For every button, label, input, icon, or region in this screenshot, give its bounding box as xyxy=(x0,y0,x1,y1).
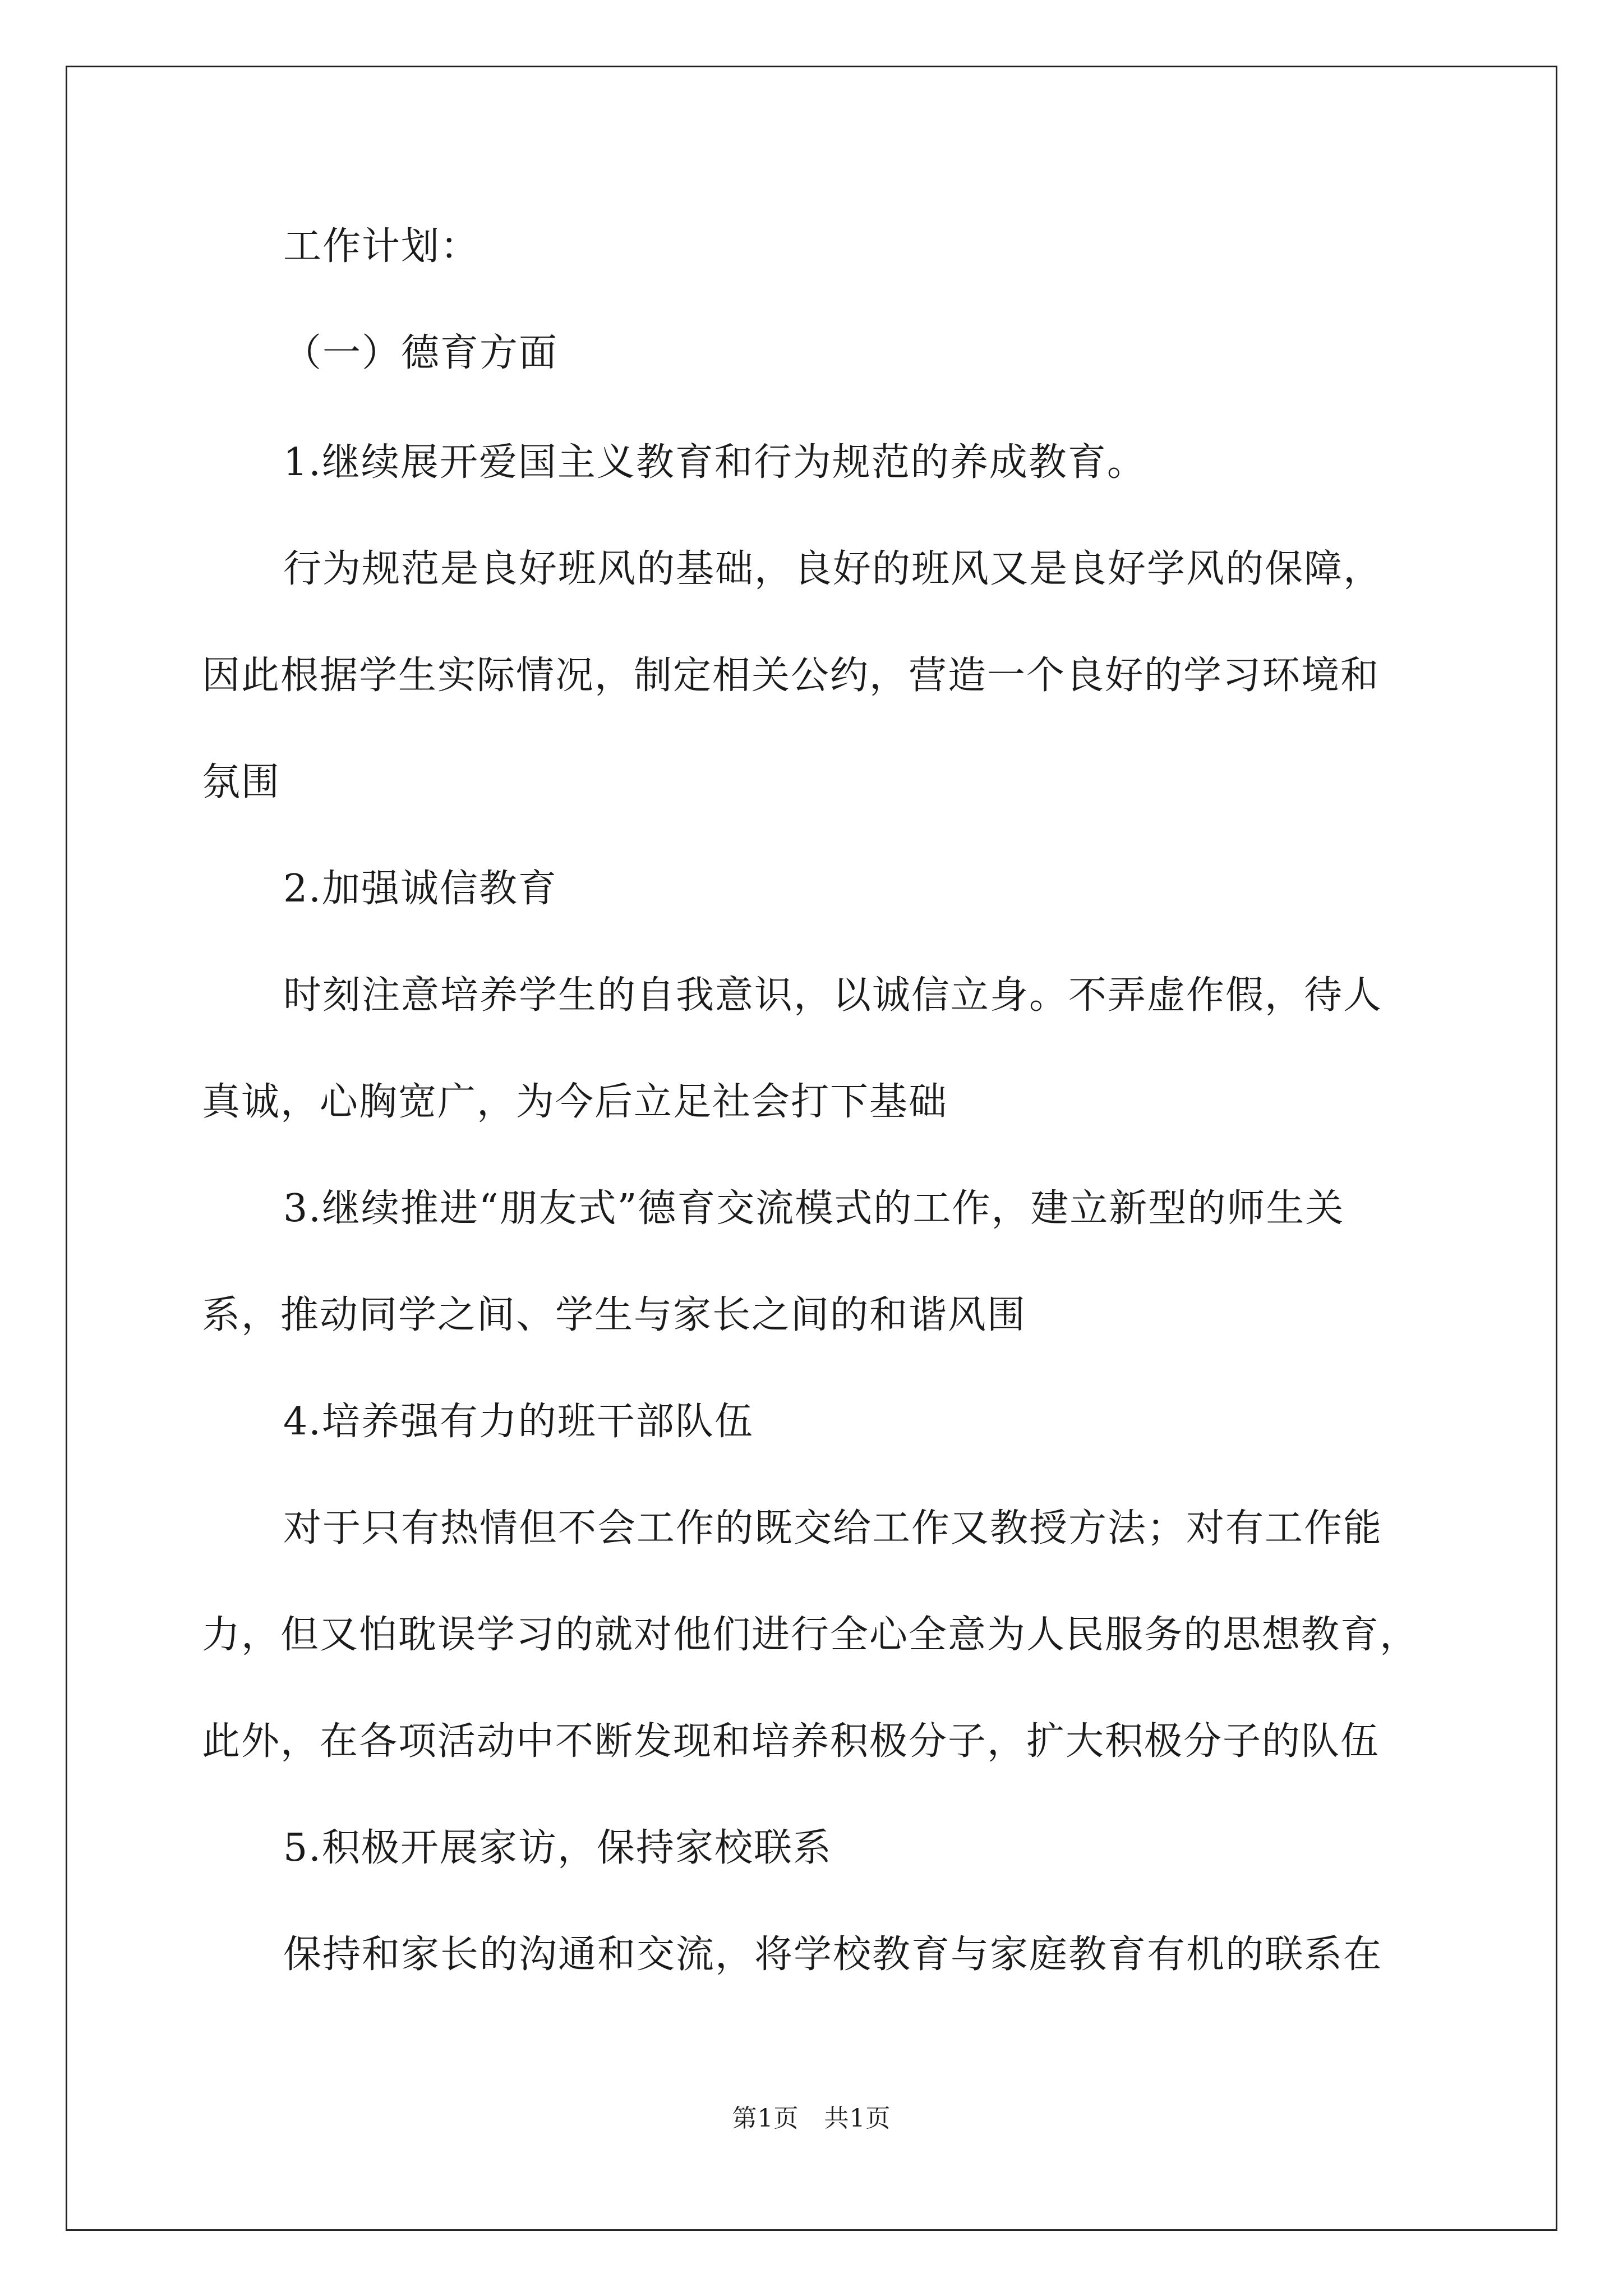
paragraph-line: 行为规范是良好班风的基础，良好的班风又是良好学风的保障， xyxy=(283,547,1383,591)
page-border xyxy=(66,66,1557,2231)
paragraph-line: 对于只有热情但不会工作的既交给工作又教授方法；对有工作能 xyxy=(283,1506,1383,1550)
section-title: 工作计划： xyxy=(283,224,480,269)
page-footer: 第1页 共1页 xyxy=(732,2104,891,2133)
item-heading: 4.培养强有力的班干部队伍 xyxy=(283,1400,754,1444)
paragraph-line: 保持和家长的沟通和交流，将学校教育与家庭教育有机的联系在 xyxy=(283,1932,1383,1977)
item-heading: 5.积极开展家访，保持家校联系 xyxy=(283,1826,832,1870)
item-heading: 1.继续展开爱国主义教育和行为规范的养成教育。 xyxy=(283,440,1146,485)
paragraph-line: 力，但又怕耽误学习的就对他们进行全心全意为人民服务的思想教育， xyxy=(202,1613,1419,1657)
paragraph-line: 因此根据学生实际情况，制定相关公约，营造一个良好的学习环境和 xyxy=(202,654,1380,698)
item-heading: 2.加强诚信教育 xyxy=(283,867,557,911)
paragraph-line: 系，推动同学之间、学生与家长之间的和谐风围 xyxy=(202,1293,1027,1337)
paragraph-line: 真诚，心胸宽广，为今后立足社会打下基础 xyxy=(202,1080,948,1124)
paragraph-line: 此外，在各项活动中不断发现和培养积极分子，扩大积极分子的队伍 xyxy=(202,1719,1380,1764)
subsection-heading: （一）德育方面 xyxy=(283,331,559,375)
paragraph-line: 氛围 xyxy=(202,760,281,804)
item-heading: 3.继续推进“朋友式”德育交流模式的工作，建立新型的师生关 xyxy=(283,1186,1345,1231)
paragraph-line: 时刻注意培养学生的自我意识，以诚信立身。不弄虚作假，待人 xyxy=(283,973,1383,1018)
